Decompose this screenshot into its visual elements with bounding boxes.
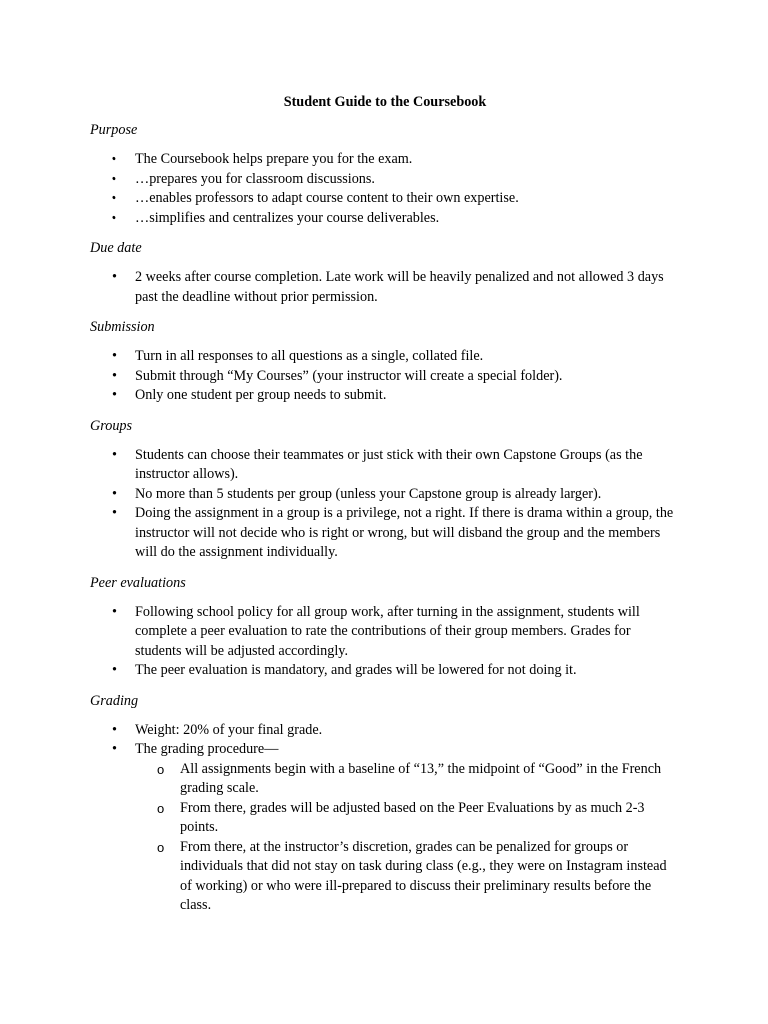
purpose-list <box>90 150 680 228</box>
grading-procedure-sublist <box>135 760 680 916</box>
list-item: • Submit through “My Courses” (your instructor will create a special folder). <box>90 367 680 387</box>
list-item: • Weight: 20% of your final grade. <box>90 721 680 741</box>
list-item: • Students can choose their teammates or just stick with their own Capstone Groups (as the instructor allows). <box>112 446 643 482</box>
sub-list-item: o From there, at the instructor’s discretion, grades can be penalized for groups or individuals that did not stay on task during class (e.g., they were on Instagram instead of working) or who were ill-prepared to discuss their preliminary results before the class. <box>157 838 667 913</box>
section-heading-purpose: Purpose <box>90 122 138 138</box>
document-title: Student Guide to the Coursebook <box>283 94 487 110</box>
circle-bullet-icon: o <box>157 761 165 777</box>
bullet-icon: • <box>112 367 117 384</box>
bullet-icon: • <box>112 662 117 678</box>
circle-bullet-icon: o <box>157 800 165 816</box>
peer-evaluations-list <box>90 603 680 681</box>
sub-list-item: o From there, grades will be adjusted based on the Peer Evaluations by as much 2-3 points. <box>157 799 645 835</box>
list-item: • 2 weeks after course completion. Late work will be heavily penalized and not allowed 3 days past the deadline without prior permission. <box>112 269 664 305</box>
list-item: • …enables professors to adapt course content to their own expertise. <box>90 189 680 209</box>
list-item: • …simplifies and centralizes your course deliverables. <box>90 209 680 229</box>
sub-list-item: o All assignments begin with a baseline of “13,” the midpoint of “Good” in the French grading scale. <box>157 760 662 796</box>
bullet-icon: • <box>112 603 117 620</box>
document-page <box>90 92 680 926</box>
list-item: • Turn in all responses to all questions as a single, collated file. <box>90 347 680 367</box>
section-heading-due-date: Due date <box>90 240 142 256</box>
bullet-icon: • <box>108 150 120 168</box>
bullet-icon: • <box>108 189 120 207</box>
list-item: • Following school policy for all group work, after turning in the assignment, students will complete a peer evaluation to rate the contributions of their group members. Grades for students will be adjusted accordingly. <box>112 603 640 659</box>
groups-list <box>90 446 680 563</box>
bullet-icon: • <box>112 741 117 757</box>
section-heading-groups: Groups <box>90 417 133 434</box>
bullet-icon: • <box>112 485 117 502</box>
bullet-icon: • <box>112 505 117 521</box>
list-item: • …prepares you for classroom discussions. <box>90 170 680 190</box>
due-date-list <box>90 268 680 307</box>
bullet-icon: • <box>112 387 117 403</box>
list-item: • Only one student per group needs to submit. <box>90 386 680 406</box>
section-heading-submission: Submission <box>90 319 155 335</box>
bullet-icon: • <box>112 269 117 285</box>
bullet-icon: • <box>108 170 120 187</box>
bullet-icon: • <box>112 721 117 738</box>
grading-list <box>90 721 680 916</box>
list-item: • No more than 5 students per group (unless your Capstone group is already larger). <box>90 485 680 505</box>
section-heading-grading: Grading <box>90 692 139 709</box>
bullet-icon: • <box>108 209 120 226</box>
list-item: • The Coursebook helps prepare you for the exam. <box>90 150 680 170</box>
list-item: • Doing the assignment in a group is a privilege, not a right. If there is drama within a group, the instructor will not decide who is right or wrong, but will disband the group and the members will do the assignment individually. <box>112 505 674 560</box>
section-heading-peer-evaluations: Peer evaluations <box>90 574 186 591</box>
list-item: • The grading procedure— o All assignments begin with a baseline of “13,” the midpoint of “Good” in the French grading scale. o From there, grades will be adjusted based on the Peer Evaluations by as much 2-3 points. o From there, at the instructor’s discretion, grades can be penalized for groups or individuals that did not stay on task during class (e.g., they were on Instagram instead of working) or who were ill-prepared to discuss their preliminary results before the class. <box>90 740 680 916</box>
submission-list <box>90 347 680 406</box>
bullet-icon: • <box>112 348 117 364</box>
list-item: • The peer evaluation is mandatory, and grades will be lowered for not doing it. <box>90 661 680 681</box>
circle-bullet-icon: o <box>157 839 165 855</box>
bullet-icon: • <box>112 446 117 463</box>
